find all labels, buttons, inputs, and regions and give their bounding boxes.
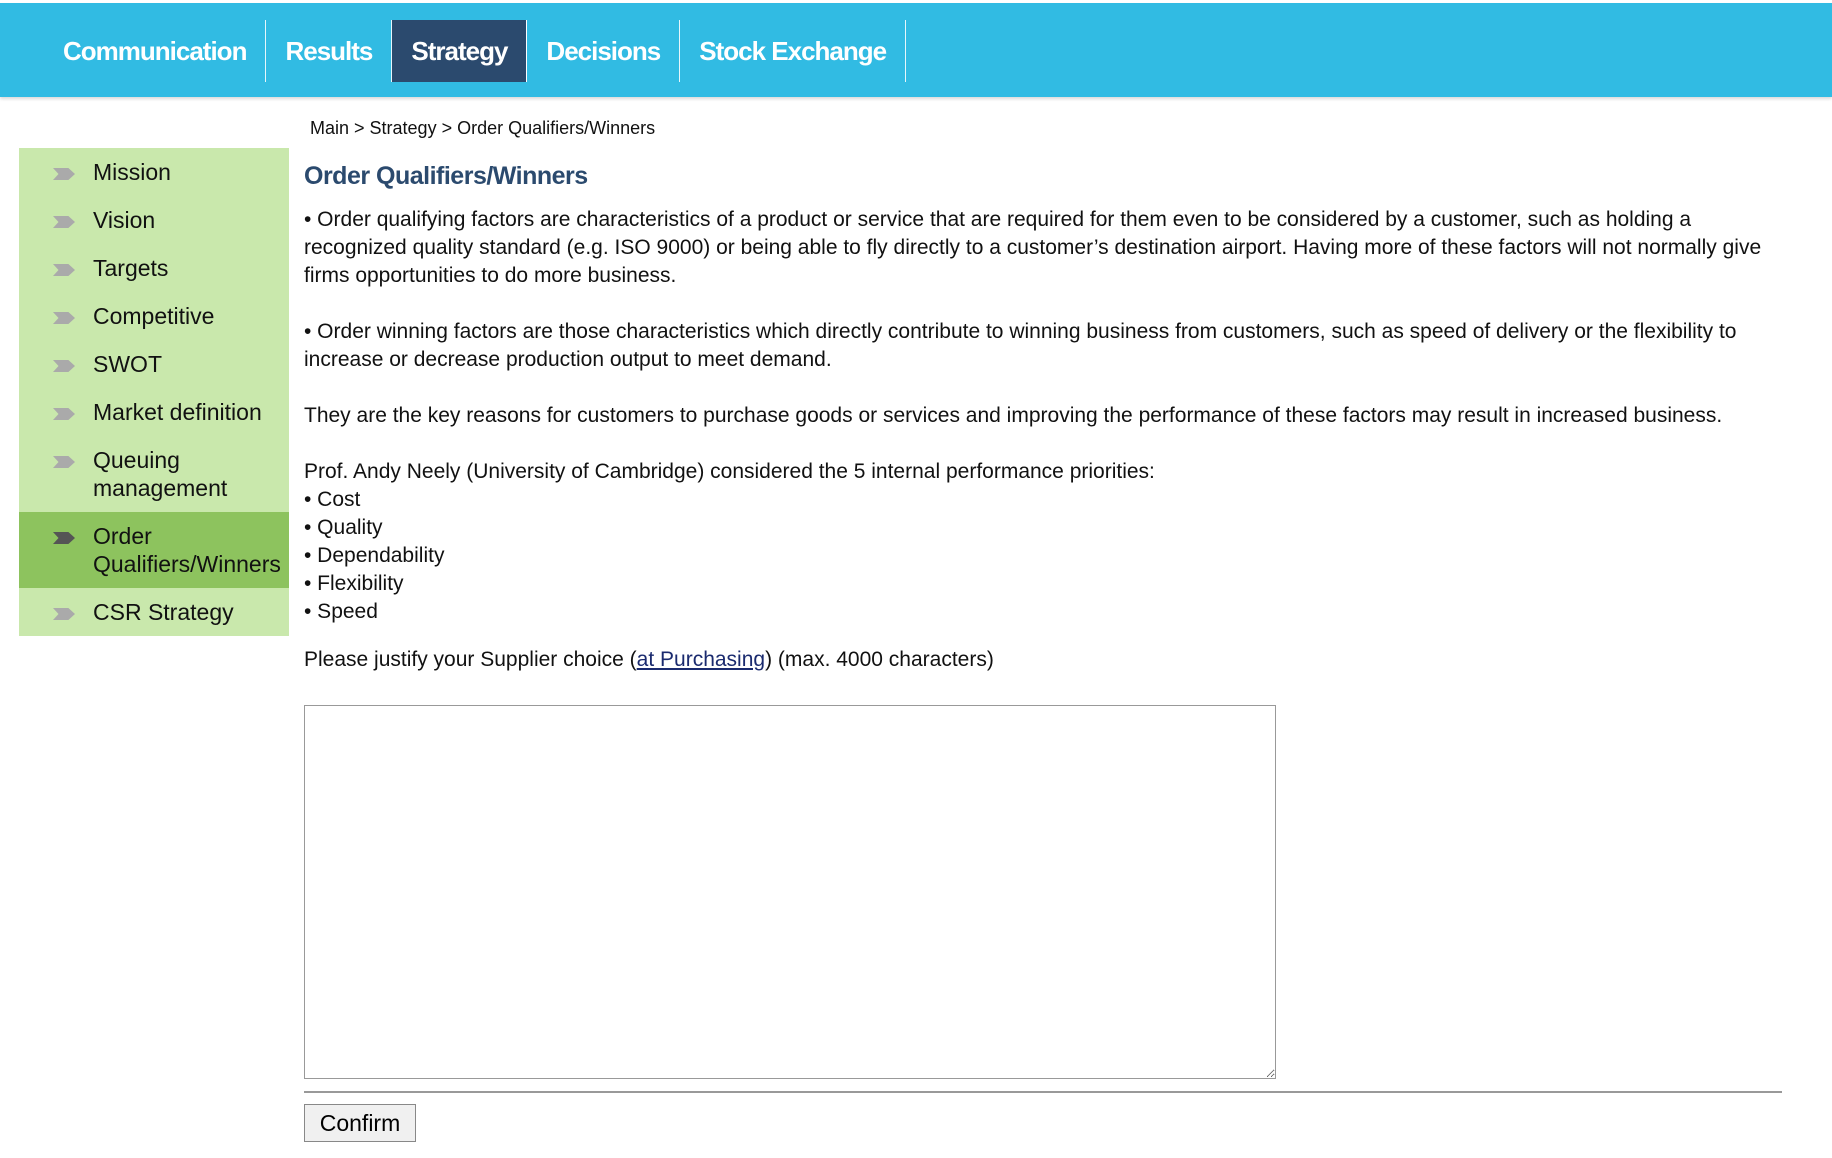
sidebar <box>19 148 289 636</box>
sidebar-item-label: Mission <box>93 159 171 185</box>
chevron-right-icon <box>53 264 75 276</box>
paragraph-neely: Prof. Andy Neely (University of Cambridge) considered the 5 internal performance priorities: <box>304 460 1155 483</box>
justify-label <box>304 646 1784 674</box>
sidebar-item-label: Competitive <box>93 303 215 329</box>
confirm-button[interactable]: Confirm <box>304 1104 416 1142</box>
top-nav <box>0 3 1832 97</box>
sidebar-item-targets[interactable] <box>19 244 289 292</box>
sidebar-item-label: SWOT <box>93 351 162 377</box>
paragraph-key-reasons: They are the key reasons for customers to purchase goods or services and improving the performance of these factors may result in increased business. <box>304 404 1723 427</box>
sidebar-item-label: Vision <box>93 207 156 233</box>
sidebar-item-csr-strategy[interactable] <box>19 588 289 636</box>
tab-decisions[interactable]: Decisions <box>527 20 680 82</box>
tab-strategy[interactable]: Strategy <box>392 20 527 82</box>
tab-stock-exchange[interactable]: Stock Exchange <box>680 20 906 82</box>
chevron-right-icon <box>53 408 75 420</box>
sidebar-item-mission[interactable] <box>19 148 289 196</box>
sidebar-item-label: Order Qualifiers/Winners <box>93 523 281 577</box>
tab-results[interactable]: Results <box>266 20 392 82</box>
page-title: Order Qualifiers/Winners <box>304 162 588 190</box>
list-item: • Cost <box>304 488 361 511</box>
purchasing-link[interactable]: at Purchasing <box>636 648 766 671</box>
chevron-right-icon <box>53 360 75 372</box>
justification-textarea[interactable] <box>304 705 1276 1079</box>
list-item: • Quality <box>304 516 383 539</box>
justify-suffix: ) (max. 4000 characters) <box>765 648 994 671</box>
divider <box>304 1091 1782 1093</box>
sidebar-item-swot[interactable] <box>19 340 289 388</box>
sidebar-item-label: CSR Strategy <box>93 599 234 625</box>
sidebar-item-market-definition[interactable] <box>19 388 289 436</box>
paragraph-winners: • Order winning factors are those characteristics which directly contribute to winning business from customers, such as speed of delivery or the flexibility to increase or decrease production output to meet demand. <box>304 320 1737 371</box>
sidebar-item-label: Targets <box>93 255 169 281</box>
sidebar-item-competitive[interactable] <box>19 292 289 340</box>
sidebar-item-queuing-management[interactable] <box>19 436 289 512</box>
sidebar-item-label: Market definition <box>93 399 262 425</box>
paragraph-qualifiers: • Order qualifying factors are characteristics of a product or service that are required for them even to be considered by a customer, such as holding a recognized quality standard (e.g. ISO 9000) or being able to fly directly to a customer’s destination airport. Having more of these factors will not normally give firms opportunities to do more business. <box>304 208 1762 287</box>
tab-communication[interactable]: Communication <box>44 20 266 82</box>
sidebar-item-order-qualifiers-winners[interactable] <box>19 512 289 588</box>
main-content <box>304 162 1784 674</box>
chevron-right-icon <box>53 216 75 228</box>
priorities-list <box>304 486 1784 626</box>
list-item: • Dependability <box>304 544 445 567</box>
chevron-right-icon <box>53 608 75 620</box>
sidebar-item-label: Queuing management <box>93 447 228 501</box>
list-item: • Speed <box>304 600 378 623</box>
justify-prefix: Please justify your Supplier choice ( <box>304 648 637 671</box>
chevron-right-icon <box>53 168 75 180</box>
chevron-right-icon <box>53 532 75 544</box>
sidebar-item-vision[interactable] <box>19 196 289 244</box>
chevron-right-icon <box>53 312 75 324</box>
breadcrumb: Main > Strategy > Order Qualifiers/Winners <box>310 118 656 138</box>
chevron-right-icon <box>53 456 75 468</box>
list-item: • Flexibility <box>304 572 404 595</box>
